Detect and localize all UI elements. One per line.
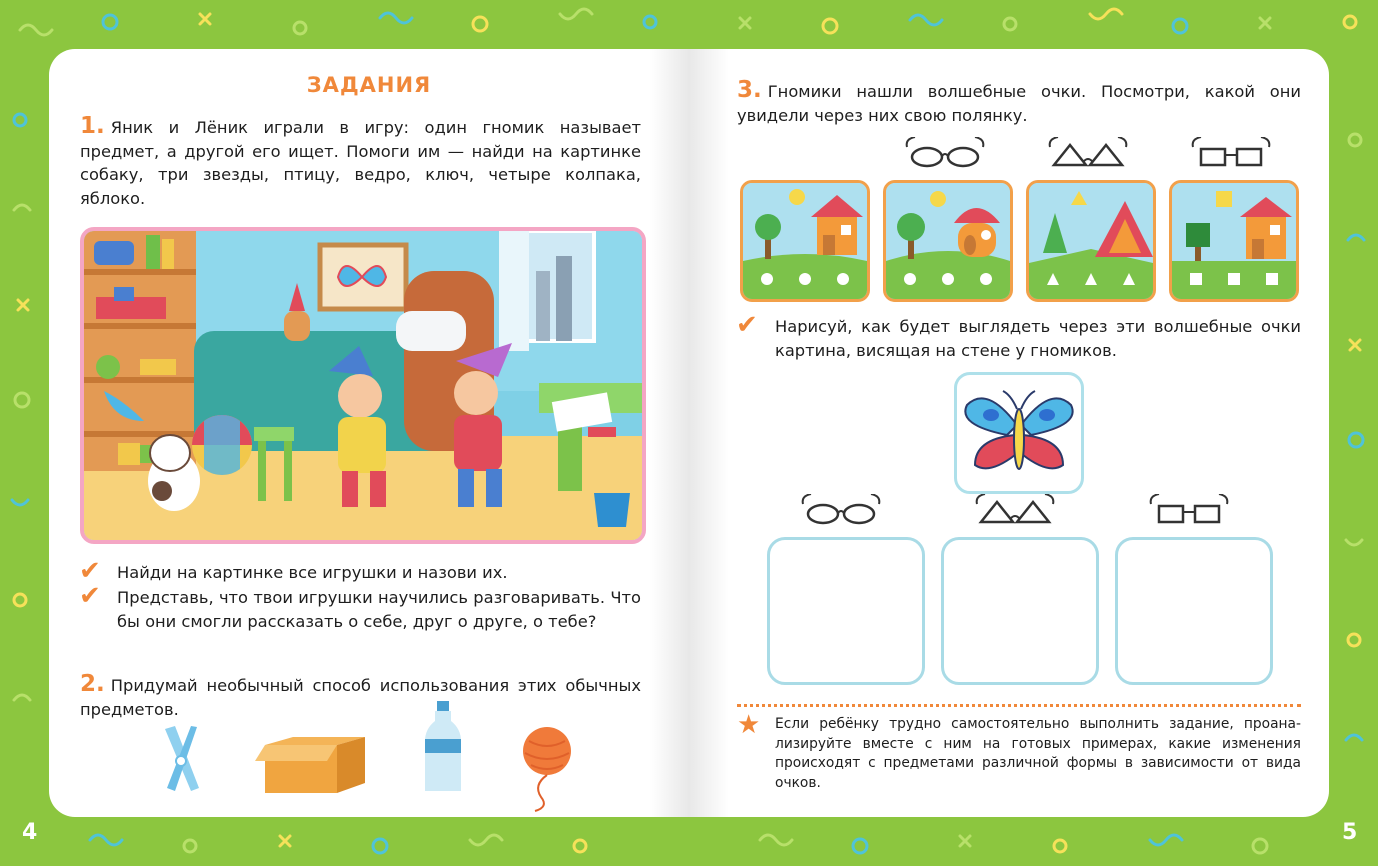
meadow-square-tile (1169, 180, 1299, 302)
check-icon: ✔ (79, 556, 101, 586)
check-icon: ✔ (79, 581, 101, 611)
drawing-box-square[interactable] (1115, 537, 1273, 685)
star-icon: ★ (737, 710, 761, 740)
task-3-bullet: Нарисуй, как будет выглядеть через эти волшебные очки картина, висящая на стене у гномиков. (775, 317, 1301, 360)
page-heading: ЗАДАНИЯ (306, 73, 432, 97)
round-glasses-icon (903, 137, 987, 171)
left-page (49, 49, 689, 817)
dotted-divider (737, 704, 1301, 707)
page-number-left: 4 (22, 820, 38, 845)
page-number-right: 5 (1342, 820, 1358, 845)
task-text: Яник и Лёник играли в игру: один гномик называет предмет, а другой его ищет. Помоги им — найди на картинке собаку, три звезды, птицу, ведро, ключ, четыре колпака, яблоко. (80, 118, 641, 208)
task-number: 1. (80, 113, 105, 139)
meadow-round-tile (883, 180, 1013, 302)
task-number: 2. (80, 671, 105, 697)
check-icon: ✔ (736, 310, 758, 340)
yarn-ball-icon (517, 721, 577, 813)
butterfly-picture (954, 372, 1084, 494)
task-1 (80, 115, 641, 210)
bullet-2: Представь, что твои игрушки научились разговаривать. Что бы они смогли рассказать о себе, друг о друге, о тебе? (117, 588, 641, 631)
task-text: Гномики нашли волшебные очки. Посмотри, какой они увидели через них свою полянку. (737, 82, 1301, 125)
square-glasses-icon (1189, 137, 1273, 171)
round-glasses-icon (799, 494, 883, 528)
page-gutter-shadow (689, 49, 729, 817)
drawing-box-round[interactable] (767, 537, 925, 685)
bottle-icon (425, 699, 461, 795)
box-icon (255, 729, 375, 799)
task-2 (80, 673, 641, 721)
square-glasses-icon (1147, 494, 1231, 528)
clothespin-icon (151, 725, 211, 795)
parent-note: Если ребёнку трудно самостоятельно выполнить задание, проанализируйте вместе с ним на готовых примерах, какие изменения происходят с предметами различной формы в зависимости от вида очков. (775, 716, 1301, 791)
triangle-glasses-icon (973, 494, 1057, 528)
drawing-box-triangle[interactable] (941, 537, 1099, 685)
task-3 (737, 79, 1301, 127)
bullet-1: Найди на картинке все игрушки и назови их. (117, 563, 508, 582)
gnomes-room-illustration (80, 227, 646, 544)
task-text: Придумай необычный способ использования этих обычных предметов. (80, 676, 641, 719)
page-gutter-shadow (649, 49, 689, 817)
right-page (689, 49, 1329, 817)
meadow-triangle-tile (1026, 180, 1156, 302)
triangle-glasses-icon (1046, 137, 1130, 171)
task-number: 3. (737, 77, 762, 103)
meadow-original-tile (740, 180, 870, 302)
